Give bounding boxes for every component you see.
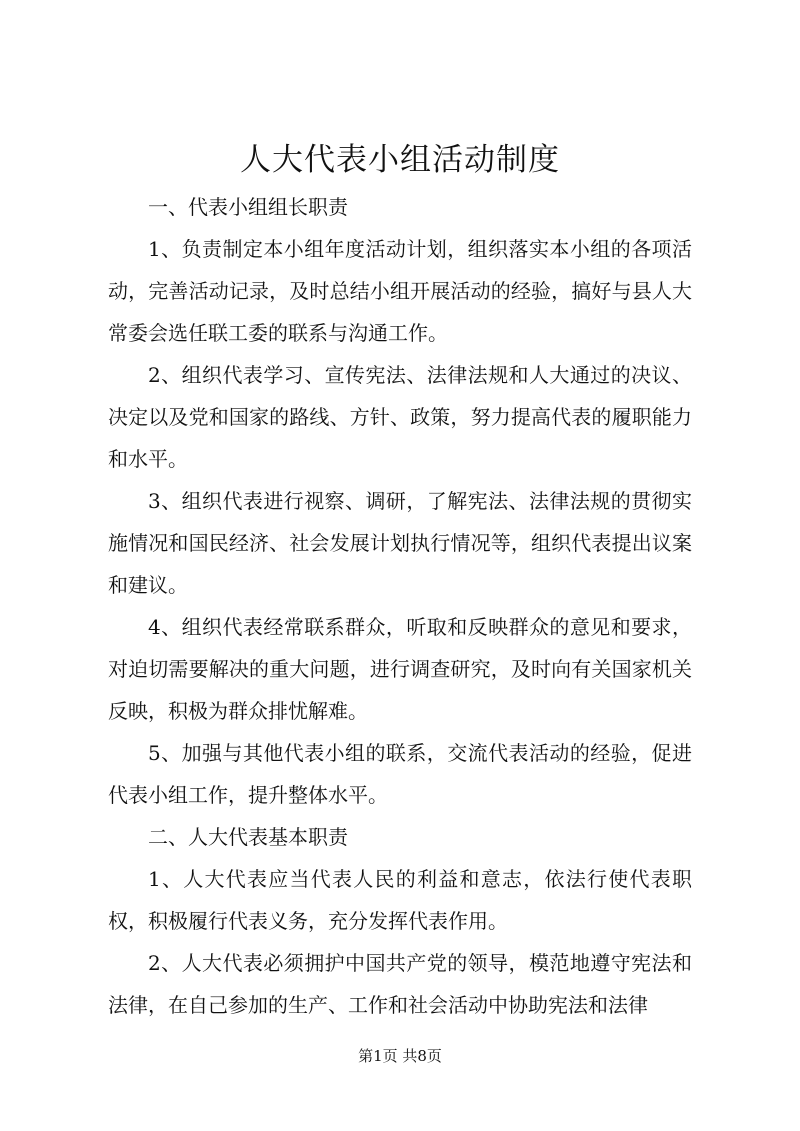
document-title: 人大代表小组活动制度 [240, 142, 560, 178]
document-body [108, 186, 692, 1026]
paragraph: 5、加强与其他代表小组的联系，交流代表活动的经验，促进代表小组工作，提升整体水平。 [108, 741, 692, 807]
paragraph: 4、组织代表经常联系群众，听取和反映群众的意见和要求，对迫切需要解决的重大问题，进行调查研究，及时向有关国家机关反映，积极为群众排忧解难。 [108, 615, 692, 723]
paragraph: 3、组织代表进行视察、调研，了解宪法、法律法规的贯彻实施情况和国民经济、社会发展计划执行情况等，组织代表提出议案和建议。 [108, 489, 692, 597]
section-heading: 一、代表小组组长职责 [148, 195, 348, 219]
paragraph: 1、人大代表应当代表人民的利益和意志，依法行使代表职权，积极履行代表义务，充分发挥代表作用。 [108, 867, 692, 933]
paragraph: 2、人大代表必须拥护中国共产党的领导，模范地遵守宪法和法律，在自己参加的生产、工作和社会活动中协助宪法和法律 [108, 951, 692, 1017]
page-footer: 第1页 共8页 [358, 1047, 442, 1065]
section-heading: 二、人大代表基本职责 [148, 825, 348, 849]
paragraph: 2、组织代表学习、宣传宪法、法律法规和人大通过的决议、决定以及党和国家的路线、方针、政策，努力提高代表的履职能力和水平。 [108, 363, 692, 471]
paragraph: 1、负责制定本小组年度活动计划，组织落实本小组的各项活动，完善活动记录，及时总结小组开展活动的经验，搞好与县人大常委会选任联工委的联系与沟通工作。 [108, 237, 692, 345]
